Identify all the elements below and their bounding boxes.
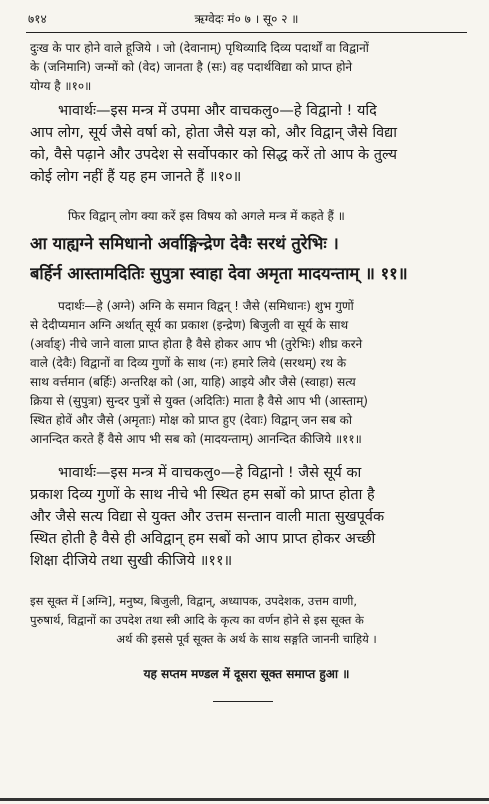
page-bottom-edge — [0, 798, 489, 801]
text-line: आनन्दित करते हैं वैसे आप भी सब को (मादयन्ताम्) आनन्दित कीजिये ॥११॥ — [30, 432, 362, 446]
text-line: इस सूक्त में [अग्नि], मनुष्य, बिजुली, विद्वान्, अध्यापक, उपदेशक, उत्तम वाणी, — [30, 594, 358, 608]
header-rule — [26, 32, 467, 33]
closing-statement — [30, 665, 463, 684]
paragraph-commentary-end — [30, 39, 463, 96]
text-line: स्थित होवें और जैसे (अमृताः) मोक्ष को प्राप्त हुए (देवाः) विद्वान् जन सब को — [30, 413, 352, 427]
text-line: दुःख के पार होने वाले हूजिये । जो (देवानाम्) पृथिव्यादि दिव्य पदार्थों वा विद्वानों — [30, 41, 369, 55]
text-line: वाले (देवैः) विद्वानों वा दिव्य गुणों के साथ (नः) हमारे लिये (सरथम्) रथ के — [30, 356, 347, 370]
text-line: शिक्षा दीजिये तथा सुखी कीजिये ॥११॥ — [30, 553, 233, 569]
text-line: प्रकाश दिव्य गुणों के साथ नीचे भी स्थित हम सबों को प्राप्त होता है — [30, 487, 375, 503]
text-line: पदार्थः—हे (अग्ने) अग्नि के समान विद्वन् ! जैसे (समिधानः) शुभ गुणों — [58, 299, 354, 313]
text-line: साथ वर्त्तमान (बर्हिः) अन्तरिक्ष को (आ, याहि) आइये और जैसे (स्वाहा) सत्य — [30, 375, 356, 389]
mantra-line: बर्हिर्न आस्तामदितिः सुपुत्रा स्वाहा देवा अमृता मादयन्ताम् ॥ ११॥ — [30, 264, 408, 283]
intro-line — [30, 207, 463, 226]
page-header — [28, 10, 465, 30]
text-line: क्रिया से (सुपुत्रा) सुन्दर पुत्रों से युक्त (अदितिः) माता है वैसे आप भी (आस्ताम्) — [30, 394, 368, 408]
sukta-summary — [30, 592, 463, 649]
bhavarth-11 — [30, 462, 463, 572]
mantra-line: आ याह्यग्ने समिधानो अर्वाङ्गिन्द्रेण देवैः सरथं तुरेभिः । — [30, 234, 339, 253]
text-line: कोई लोग नहीं हैं यह हम जानते हैं ॥१०॥ — [30, 169, 242, 185]
text-line: भावार्थः—इस मन्त्र में उपमा और वाचकलु०—हे विद्वानो ! यदि — [58, 103, 377, 119]
mantra-verse — [30, 229, 463, 289]
text-line: यह सप्तम मण्डल में दूसरा सूक्त समाप्त हुआ ॥ — [143, 667, 350, 681]
text-line: पुरुषार्थ, विद्वानों का उपदेश तथा स्त्री आदि के कृत्य का वर्णन होने से इस सूक्त के — [30, 613, 364, 627]
text-line: फिर विद्वान् लोग क्या करें इस विषय को अगले मन्त्र में कहते हैं ॥ — [68, 209, 345, 223]
padarth — [30, 297, 463, 449]
page-number: ७१४ — [28, 12, 47, 26]
bhavarth-10 — [30, 100, 463, 188]
text-line: आप लोग, सूर्य जैसे वर्षा को, होता जैसे यज्ञ को, और विद्वान् जैसे विद्या — [30, 125, 398, 141]
text-line: के (जनिमानि) जन्मों को (वेद) जानता है (सः) वह पदार्थविद्या को प्राप्त होने — [30, 60, 353, 74]
text-line: भावार्थः—इस मन्त्र में वाचकलु०—हे विद्वानो ! जैसे सूर्य का — [58, 465, 362, 481]
text-line: और जैसे सत्य विद्या से युक्त और उत्तम सन्तान वाली माता सुखपूर्वक — [30, 509, 385, 525]
text-line: (अर्वाङ्) नीचे जाने वाला प्राप्त होता है वैसे होकर आप भी (तुरेभिः) शीघ्र करने — [30, 337, 363, 351]
text-line: योग्य है ॥१०॥ — [30, 79, 92, 93]
text-line: स्थित होती है वैसे ही अविद्वान् हम सबों को आप प्राप्त होकर अच्छी — [30, 531, 376, 547]
text-line: को, वैसे पढ़ाने और उपदेश से सर्वोपकार को सिद्ध करें तो आप के तुल्य — [30, 147, 398, 163]
running-title: ऋग्वेदः मं० ७ । सू० २ ॥ — [194, 12, 299, 26]
end-rule — [213, 701, 273, 702]
text-line: से देदीप्यमान अग्नि अर्थात् सूर्य का प्रकाश (इन्द्रेण) बिजुली वा सूर्य के साथ — [30, 318, 349, 332]
text-line: अर्थ की इससे पूर्व सूक्त के अर्थ के साथ सङ्गति जाननी चाहिये । — [116, 632, 377, 646]
